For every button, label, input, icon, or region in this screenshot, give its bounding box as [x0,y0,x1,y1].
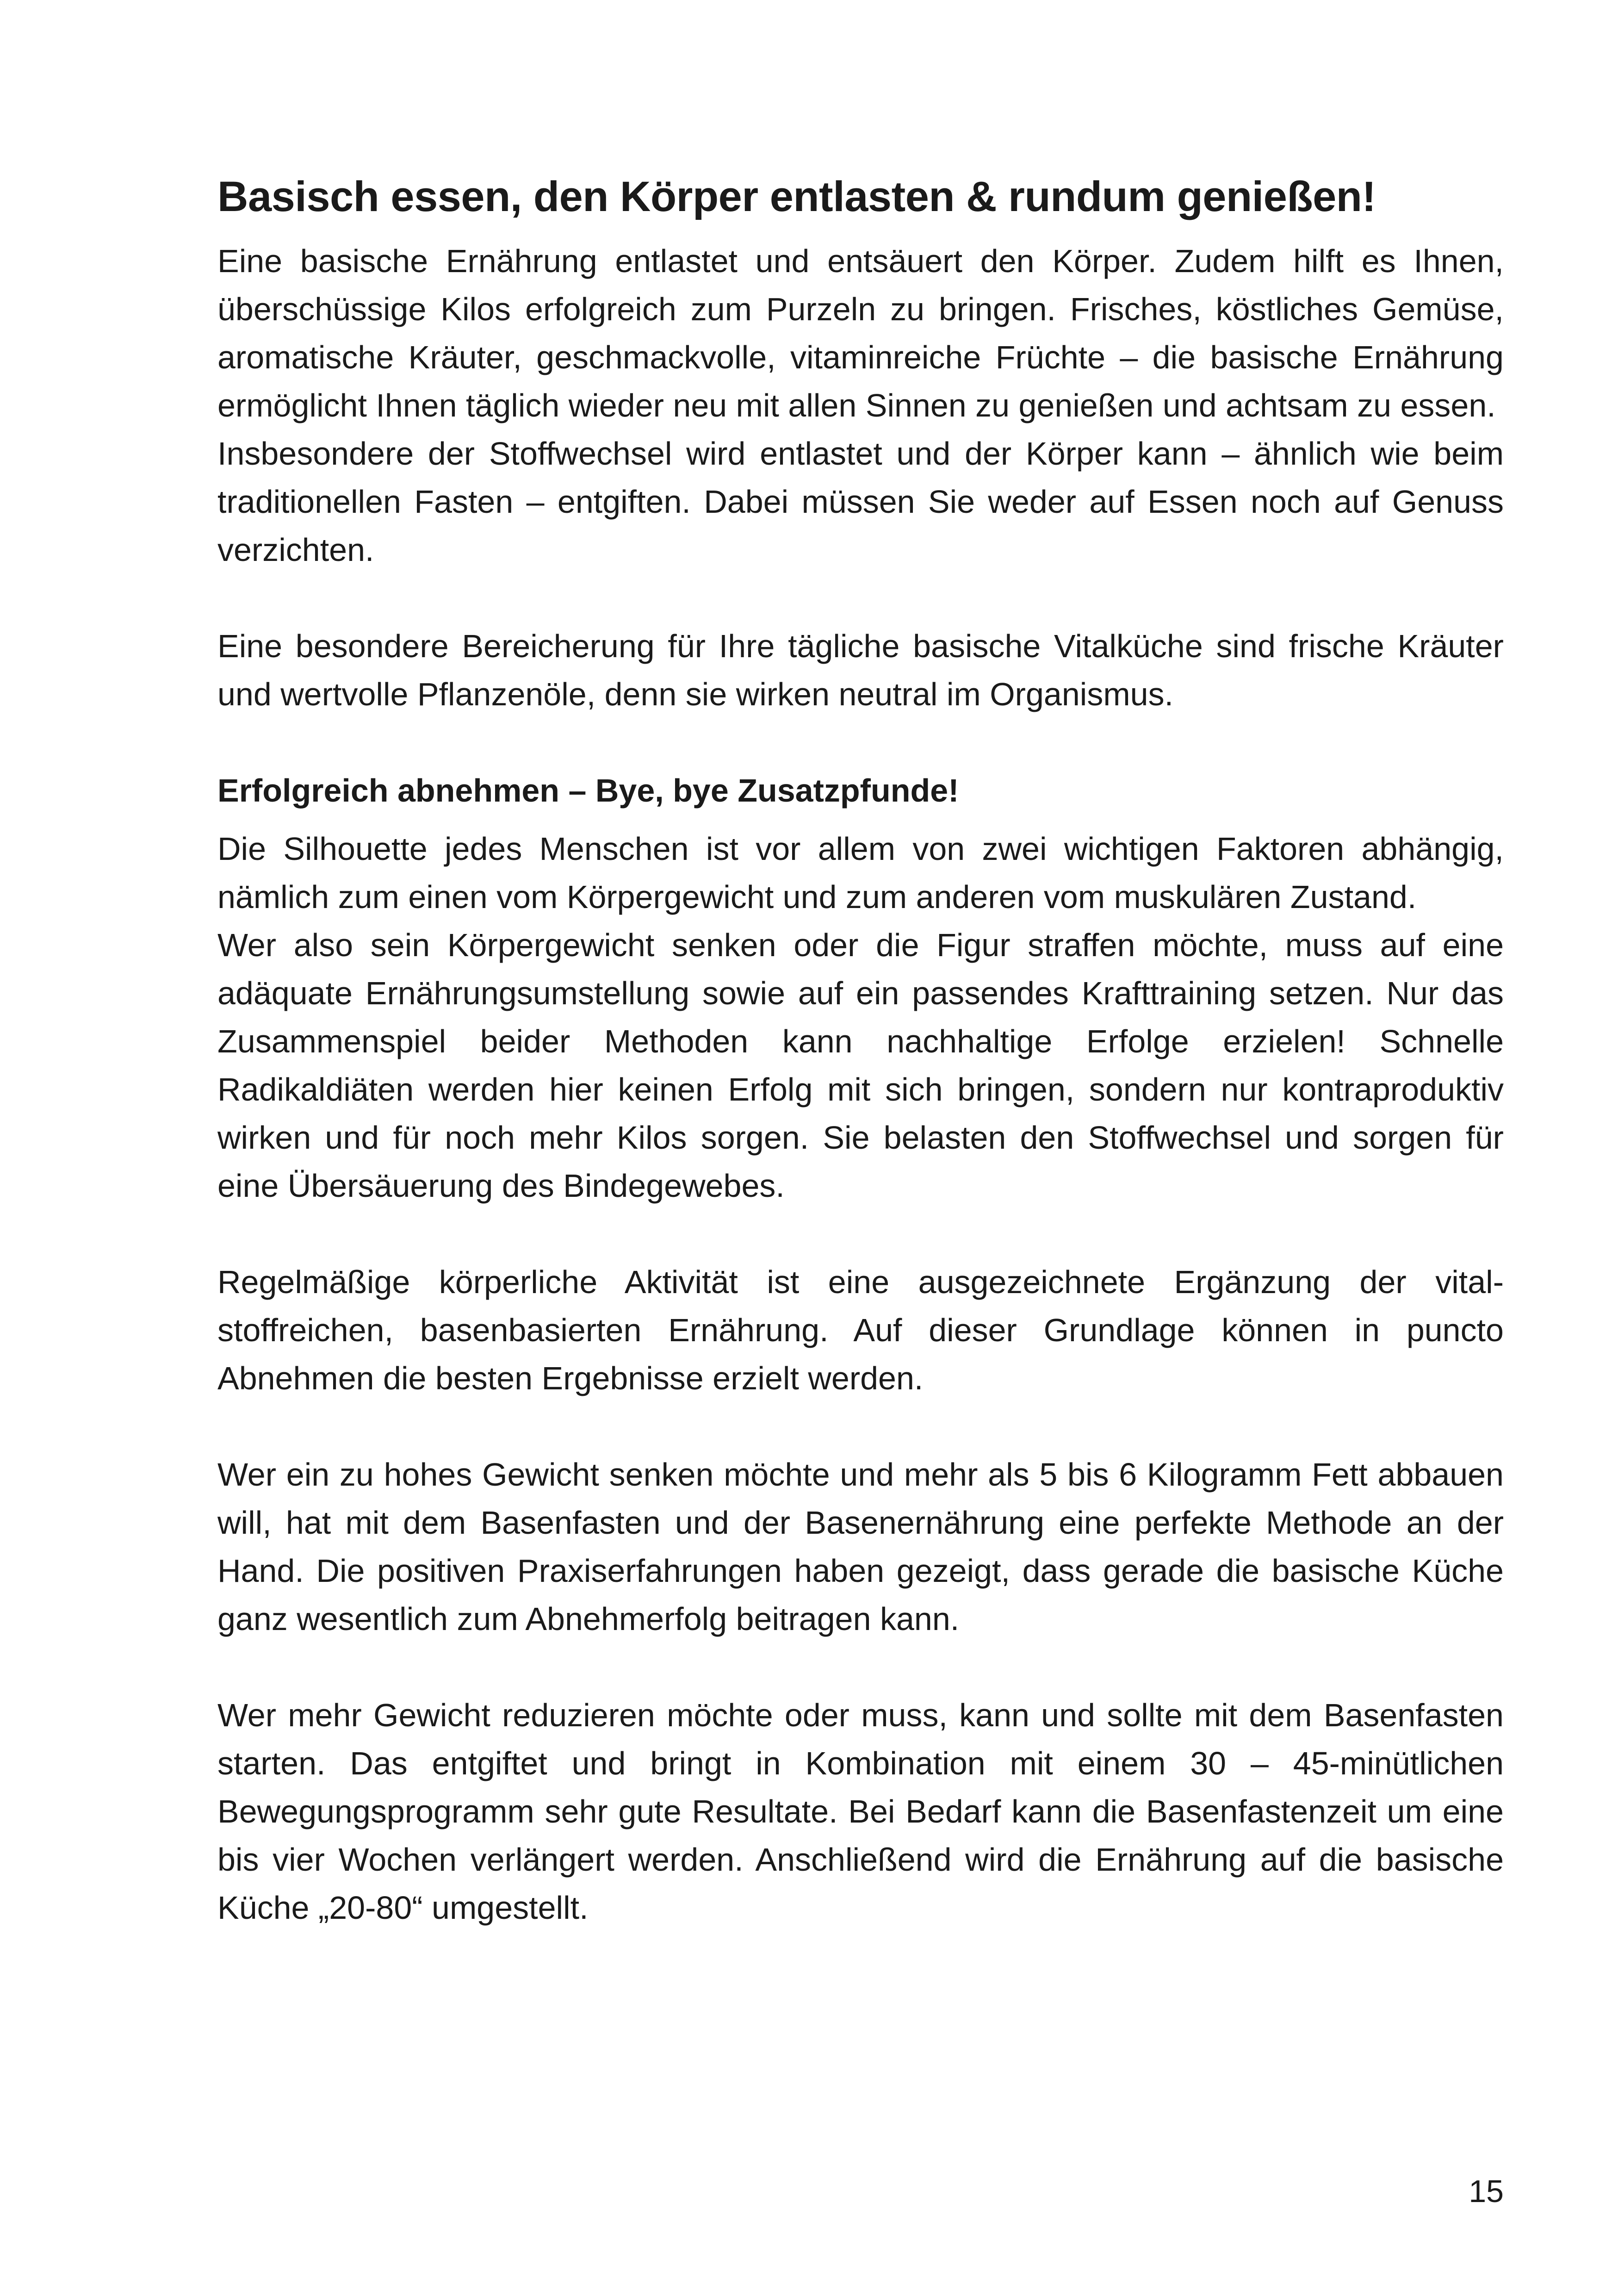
paragraph-spacer [217,574,1504,622]
section-heading: Erfolgreich abnehmen – Bye, bye Zusatzpfunde! [217,772,959,809]
page-number: 15 [1469,2174,1504,2209]
intro-paragraph-3: Eine besondere Bereicherung für Ihre tägliche basische Vitalküche sind frische Kräuter und wertvolle Pflanzenöle, denn sie wirken neutral im Organismus. [217,628,1504,712]
paragraph-spacer [217,1210,1504,1258]
section-paragraph-1: Die Silhouette jedes Menschen ist vor allem von zwei wichtigen Faktoren abhängig, nämlich zum einen vom Körpergewicht und zum anderen vom muskulären Zustand. [217,831,1504,915]
paragraph-spacer [217,1402,1504,1450]
page-title: Basisch essen, den Körper entlasten & rundum genießen! [217,173,1376,220]
section-paragraph-3: Regelmäßige körperliche Aktivität ist eine ausgezeichnete Ergänzung der vitalstoffreichen, basenbasierten Ernährung. Auf dieser Grundlage können in puncto Abnehmen die besten Ergebnisse erzielt werden. [217,1264,1504,1396]
section-paragraph-5: Wer mehr Gewicht reduzieren möchte oder muss, kann und sollte mit dem Basenfasten starten. Das entgiftet und bringt in Kombination mit einem 30 – 45-minütlichen Bewegungsprogramm sehr gute Resultate. Bei Bedarf kann die Basenfastenzeit um eine bis vier Wochen verlängert werden. Anschließend wird die Ernährung auf die basische Küche „20-80“ umgestellt. [217,1697,1504,1926]
intro-paragraph-2: Insbesondere der Stoffwechsel wird entlastet und der Körper kann – ähnlich wie beim traditionellen Fasten – entgiften. Dabei müssen Sie weder auf Essen noch auf Genuss verzichten. [217,436,1504,568]
page-content [217,167,1504,1932]
intro-paragraph-1: Eine basische Ernährung entlastet und entsäuert den Körper. Zudem hilft es Ihnen, überschüssige Kilos erfolgreich zum Purzeln zu bringen. Frisches, köstliches Gemüse, aromatische Kräuter, geschmackvolle, vitaminreiche Früchte – die basische Ernährung ermöglicht Ihnen täglich wieder neu mit allen Sinnen zu genießen und achtsam zu essen. [217,243,1504,423]
paragraph-spacer [217,1643,1504,1691]
section-paragraph-4: Wer ein zu hohes Gewicht senken möchte und mehr als 5 bis 6 Kilogramm Fett abbauen will, hat mit dem Basenfasten und der Basenernährung eine perfekte Methode an der Hand. Die positiven Praxiserfahrungen haben gezeigt, dass gerade die basische Küche ganz wesentlich zum Abnehmerfolg beitragen kann. [217,1456,1504,1637]
section-paragraph-2: Wer also sein Körpergewicht senken oder die Figur straffen möchte, muss auf eine adäquate Ernährungsumstellung sowie auf ein passendes Krafttraining setzen. Nur das Zusammenspiel beider Methoden kann nachhaltige Erfolge erzielen! Schnelle Radikaldiäten werden hier keinen Erfolg mit sich bringen, sondern nur kontraproduktiv wirken und für noch mehr Kilos sorgen. Sie belasten den Stoffwechsel und sorgen für eine Übersäuerung des Bindegewebes. [217,927,1504,1204]
section-spacer [217,718,1504,766]
